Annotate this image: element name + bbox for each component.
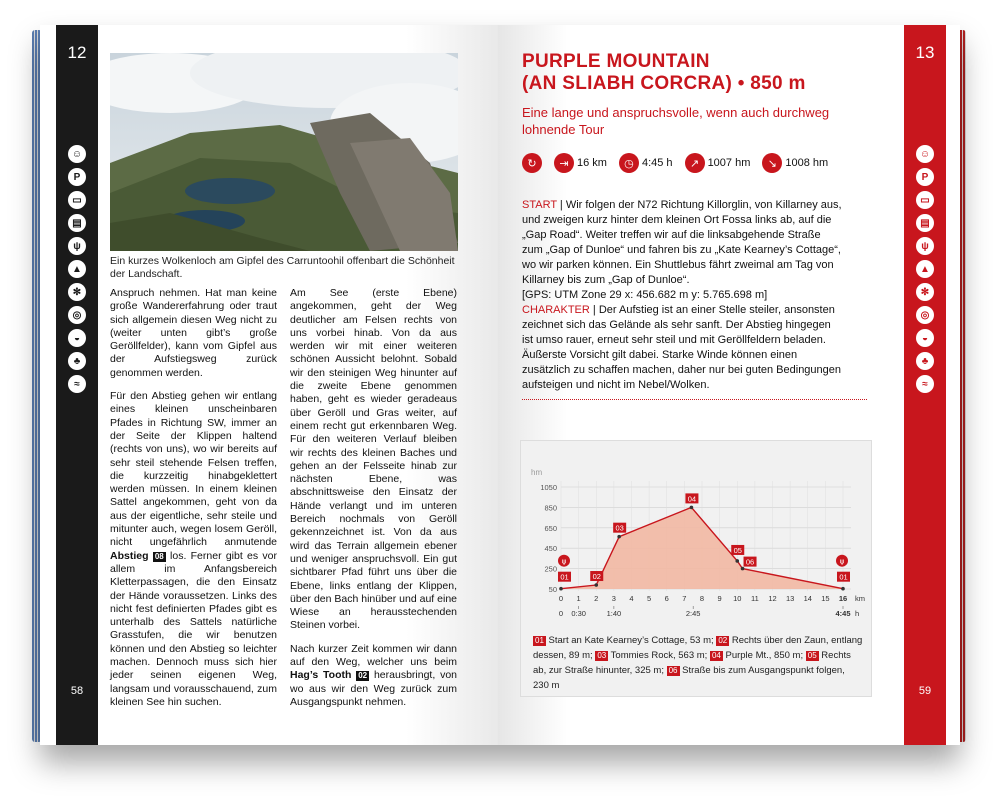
y-tick-label: 850 [544,503,557,513]
x-tick-label: 3 [611,594,616,603]
restaurant-icon-glyph: ψ [839,557,845,566]
gps-text: [GPS: UTM Zone 29 x: 456.682 m y: 5.765.698 m] [522,289,768,301]
y-tick-label: 650 [544,523,557,533]
text-span: los. Ferner gibt es vor allem im Anfangsbereich Kletterpassagen, die den Einsatz der Hände voraussetzen. Links des nicht fest definierten Pfades gibt es unterhalb des Sattels natürliche Grasstufen, die wir benutzen können und den Abstieg so leichter machen. Dennoch muss sich hier jeder seinen eigenen Weg, langsam und vorausschauend, zum kleinen See hin suchen. [110,549,278,708]
legend-text: Start an Kate Kearney’s Cottage, 53 m; [545,635,717,646]
tree-icon: ♣ [916,352,934,370]
mountain-photo [110,53,458,251]
charakter-label: CHARAKTER [522,304,590,316]
text-column-1 [110,287,277,719]
distance-icon: ⇥ [554,153,574,173]
right-sidebar [904,25,946,745]
waypoint-badge: 02 [358,671,368,681]
waypoint-dot [559,587,563,591]
x-tick-label: 5 [647,594,652,603]
descent-value: 1008 hm [785,157,829,169]
x-tick-label: 8 [699,594,705,603]
section-divider [522,399,867,400]
text-span: herausbringt, von wo aus wir den Weg zurück zum Ausgangspunkt nehmen. [290,669,458,708]
ascent-value: 1007 hm [707,157,751,169]
start-label: START [522,199,557,211]
winter-icon: ✻ [916,283,934,301]
legend-number: 01 [535,636,544,645]
y-tick-label: 450 [544,544,557,554]
x-tick-label: 10 [733,594,742,603]
x-tick-label: 4 [629,594,634,603]
time-unit-label: h [855,609,860,618]
food-icon: ψ [68,237,86,255]
descent-stat [762,153,828,173]
ascent-stat [685,153,751,173]
x-tick-label: 7 [682,594,687,603]
chapter-number: 12 [67,43,87,62]
time-label: 4:45 [835,609,851,618]
text-span: Für den Abstieg gehen wir entlang eines kleinen unscheinbaren Pfades in Richtung SW, immer an der Seite der Klippen haltend (rechts von uns), wo wir bereits auf sehr steil stehende Felsen treffen, die kurzzeitig hinabgeklettert werden müssen. In einem kleinen Sattel angekommen, geht von da aus der eigentliche, sehr steile und mitunter auch, wegen losem Geröll, nicht ungefährlich anmutende [110,390,277,549]
x-tick-label: 11 [750,594,759,603]
feature-icons [56,145,98,393]
paragraph [290,643,457,709]
waypoint-label: 06 [745,557,755,567]
time-label: 0:30 [571,609,586,618]
charakter-text: Der Aufstieg ist an einer Stelle steiler, ansonsten zeichnet sich das Gelände als sehr sanft. Der Abstieg hingegen ist umso rauer, erneut sehr steil und mit Geröllfeldern beladen. Äußerste Vorsicht gilt dabei. Starke Winde können einen zusätzlich zu schaffen machen, daher nur bei guten Bedingungen aufsteigen und nicht im Nebel/Wolken. [522,304,842,391]
waypoint-dot [741,567,745,571]
x-tick-label: 15 [821,594,830,603]
time-label: 2:45 [685,609,701,618]
legend-text: Purple Mt., 850 m; [722,650,806,661]
tree-icon: ♣ [68,352,86,370]
stroller-icon: ◒ [916,329,934,347]
waypoint-legend [533,633,863,693]
legend-number: 04 [711,651,721,660]
y-tick-label: 1050 [540,483,557,492]
winter-icon: ✻ [68,283,86,301]
feature-icons [904,145,946,393]
hags-tooth-label: Hag’s Tooth [290,669,352,682]
ascent-icon: ↗ [685,153,705,173]
x-tick-label: 1 [576,594,581,603]
x-tick-label: 9 [717,594,722,603]
stroller-icon: ◒ [68,329,86,347]
train-icon: ▤ [916,214,934,232]
duration-value: 4:45 h [641,157,673,169]
legend-text: Rechts über den Zaun, entlang dessen, 89 m; [533,635,863,661]
elevation-chart [521,441,871,631]
title-line-2: (AN SLIABH CORCRA) • 850 m [522,73,806,94]
duration-stat [619,153,673,173]
y-axis-label: hm [531,468,543,477]
distance-value: 16 km [577,157,607,169]
time-label: 0 [558,609,564,618]
round-trip-stat [522,153,542,173]
descent-icon: ↘ [762,153,782,173]
parking-icon: P [68,168,86,186]
waypoint-dot [690,506,694,510]
page-number: 59 [918,685,932,697]
photo-caption: Ein kurzes Wolkenloch am Gipfel des Carruntoohil offenbart die Schönheit der Landschaft. [110,255,455,280]
legend-text: Tommies Rock, 563 m; [608,650,710,661]
text-column-2 [290,287,457,719]
distance-stat [554,153,607,173]
legend-item [710,650,806,661]
x-tick-label: 16 [838,594,848,603]
tour-subtitle: Eine lange und anspruchsvolle, wenn auch durchweg lohnende Tour [522,105,830,137]
y-tick-label: 250 [544,564,557,574]
x-tick-label: 6 [664,594,669,603]
start-text: Wir folgen der N72 Richtung Killorglin, von Killarney aus, und zweigen kurz hinter dem kleinen Ort Fossa links ab, auf die „Gap Road“. Weiter treffen wir auf die linksabgehende Straße zum „Gap of Dunloe“ und fahren bis zu „Kate Kearney’s Cottage“, wo wir parken können. Ein Shuttlebus fährt zweimal am Tag von Killarney bis zum „Gap of Dunloe“. [522,199,842,286]
legend-number: 06 [668,666,678,675]
legend-number: 05 [807,651,817,660]
waypoint-label: 05 [733,545,742,555]
parking-icon: P [916,168,934,186]
x-tick-label: 14 [803,594,812,603]
paragraph [110,390,277,709]
waypoint-label: 02 [592,572,601,582]
legend-item [595,650,710,661]
restaurant-icon-glyph: ψ [561,557,567,566]
title-line-1: PURPLE MOUNTAIN [522,51,710,72]
summit-icon: ▲ [916,260,934,278]
chapter-number: 13 [915,43,935,62]
summit-icon: ▲ [68,260,86,278]
x-tick-label: 12 [768,594,777,603]
y-tick-label: 50 [548,585,557,594]
waypoint-label: 01 [560,572,569,582]
waypoint-dot [841,587,845,591]
child-icon: ☺ [916,145,934,163]
bus-icon: ▭ [916,191,934,209]
tour-description: START | Wir folgen der N72 Richtung Killorglin, von Killarney aus, und zweigen kurz hinter dem kleinen Ort Fossa links ab, auf die „Gap Road“. Weiter treffen wir auf die linksabgehende Straße zum „Gap of Dunloe“ und fahren bis zu „Kate Kearney’s Cottage“, wo wir parken können. Ein Shuttlebus fährt zweimal am Tag von Killarney bis zum „Gap of Dunloe“. [GPS: UTM Zone 29 x: 456.682 m y: 5.765.698 m] CHARAKTER | Der Aufstieg ist an einer Stelle steiler, ansonsten zeichnet sich das Gelände als sehr sanft. Der Abstieg hingegen ist umso rauer, erneut sehr steil und mit Geröllfeldern beladen. Äußerste Vorsicht gilt dabei. Starke Winde können einen zusätzlich zu schaffen machen, daher nur bei guten Bedingungen aufsteigen und nicht im Nebel/Wolken. [522,199,842,391]
elevation-profile [520,440,872,697]
x-tick-label: 13 [785,594,795,603]
child-icon: ☺ [68,145,86,163]
waypoint-badge: 08 [154,551,164,561]
legend-number: 03 [597,651,607,660]
swim-icon: ≈ [68,375,86,393]
bike-icon: ◎ [916,306,934,324]
right-page [498,25,960,745]
tour-title [522,51,852,95]
bus-icon: ▭ [68,191,86,209]
legend-text: Straße bis zum Ausgangspunkt folgen, 230 m [533,665,845,691]
clock-icon: ◷ [619,153,639,173]
waypoint-label: 01 [839,572,848,582]
page-number: 58 [70,685,84,697]
x-tick-label: 0 [558,594,564,603]
tour-stats [522,153,828,173]
paragraph: Anspruch nehmen. Hat man keine große Wandererfahrung oder traut sich allgemein diesen Weg nicht zu (weiter unten gibt’s große Geröllfelder), kann vom Gipfel aus der Aufstiegsweg zurück genommen werden. [110,287,277,379]
round-trip-icon: ↻ [522,153,542,173]
text-span: Nach kurzer Zeit kommen wir dann auf den Weg, welcher uns beim [290,642,457,669]
waypoint-label: 03 [615,523,624,533]
abstieg-label: Abstieg [110,549,149,562]
left-page [40,25,498,745]
food-icon: ψ [916,237,934,255]
left-sidebar [56,25,98,745]
time-label: 1:40 [606,609,622,618]
legend-text: Rechts ab, zur Straße hinunter, 325 m; [533,650,851,676]
swim-icon: ≈ [916,375,934,393]
waypoint-dot [617,535,621,539]
train-icon: ▤ [68,214,86,232]
paragraph: Am See (erste Ebene) angekommen, geht der Weg deutlicher am Felsen rechts von uns vorbei hinab. Von da aus werden wir mit einer weiteren schönen Aussicht belohnt. Sobald wir den steinigen Weg hinunter auf die zweite Ebene genommen haben, geht es wieder geradeaus über Geröll und Gras weiter, auf einem recht gut erkennbaren Weg. Für den weiteren Verlauf bleiben wir rechts des kleinen Baches und gehen an der Felsseite hinab zur nächsten Ebene, was abschnittsweise den Einsatz der Hände verlangt und im unteren Bereich nochmals von Geröll gekennzeichnet ist. Von da aus wird das Terrain allgemein ebener und weniger anspruchsvoll. Ein gut sichtbarer Pfad führt uns über die Ebene, links entlang der Klippen, über den Bach hinüber und auf eine Wiese an herausstechenden Steinen vorbei. [290,287,457,632]
waypoint-dot [594,583,598,587]
bike-icon: ◎ [68,306,86,324]
waypoint-dot [735,559,739,563]
waypoint-label: 04 [687,494,697,504]
x-axis-label: km [855,594,865,603]
legend-item [533,635,716,646]
legend-number: 02 [718,636,728,645]
x-tick-label: 2 [594,594,599,603]
